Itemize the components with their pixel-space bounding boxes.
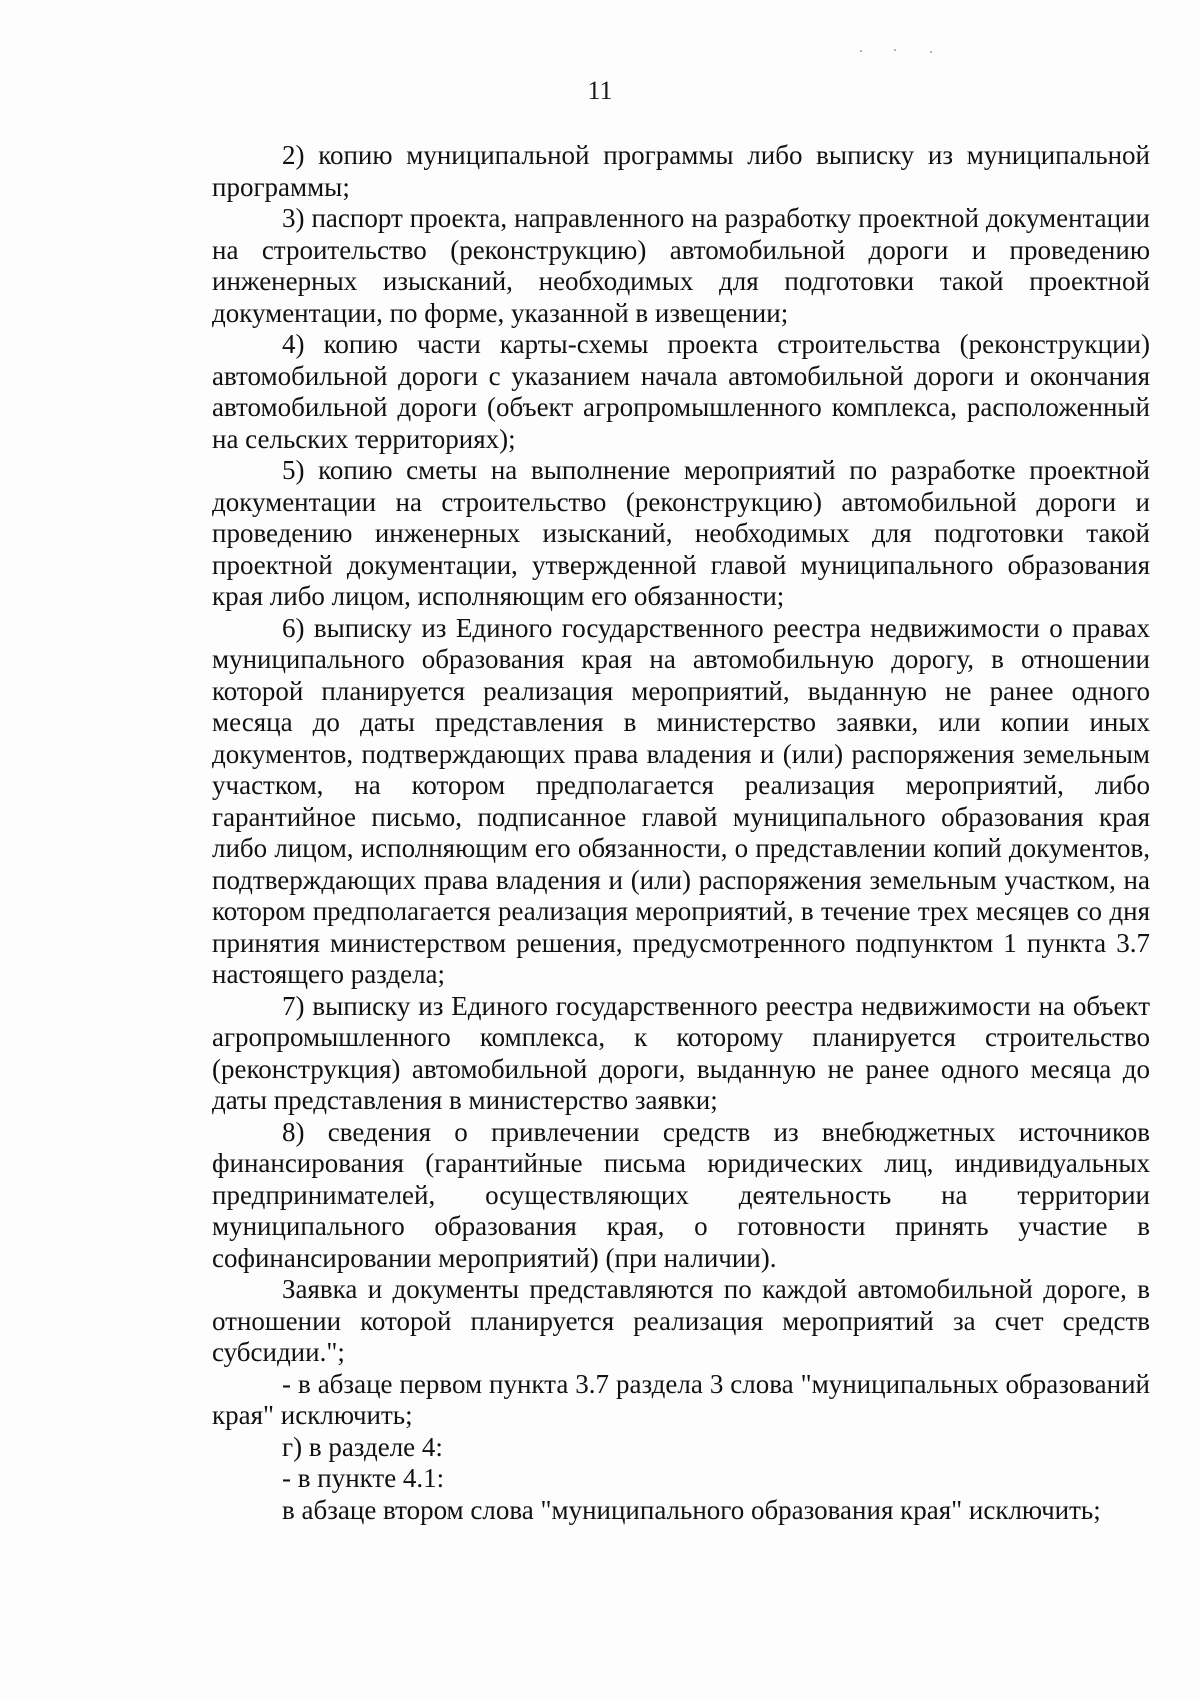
paragraph-item-8: 8) сведения о привлечении средств из внебюджетных источников финансирования (гарантийные письма юридических лиц, индивидуальных предпринимателей, осуществляющих деятельность на территории муниципального образования края, о готовности принять участие в софинансировании мероприятий) (при наличии). [212, 1116, 1150, 1273]
document-body [212, 140, 1150, 1526]
paragraph-application-note: Заявка и документы представляются по каждой автомобильной дороге, в отношении которой планируется реализация мероприятий за счет средств субсидии."; [212, 1274, 1150, 1367]
paragraph-item-2: 2) копию муниципальной программы либо выписку из муниципальной программы; [212, 140, 1150, 202]
paragraph-item-7: 7) выписку из Единого государственного реестра недвижимости на объект агропромышленного комплекса, к которому планируется строительство (реконструкция) автомобильной дороги, выданную не ранее одного месяца до даты представления в министерство заявки; [212, 990, 1150, 1115]
paragraph-item-4: 4) копию части карты-схемы проекта строительства (реконструкции) автомобильной дороги с указанием начала автомобильной дороги и окончания автомобильной дороги (объект агропромышленного комплекса, расположенный на сельских территориях); [212, 329, 1150, 454]
scan-specks [860, 48, 940, 54]
paragraph-amendment-3-7: - в абзаце первом пункта 3.7 раздела 3 слова "муниципальных образований края" исключить; [212, 1368, 1150, 1430]
paragraph-section-4: г) в разделе 4: [282, 1431, 443, 1462]
paragraph-second-abzac: в абзаце втором слова "муниципального образования края" исключить; [282, 1494, 1101, 1525]
paragraph-item-3: 3) паспорт проекта, направленного на разработку проектной документации на строительство (реконструкцию) автомобильной дороги и проведению инженерных изысканий, необходимых для подготовки такой проектной документации, по форме, указанной в извещении; [212, 203, 1150, 328]
paragraph-item-5: 5) копию сметы на выполнение мероприятий по разработке проектной документации на строительство (реконструкцию) автомобильной дороги и проведению инженерных изысканий, необходимых для подготовки такой проектной документации, утвержденной главой муниципального образования края либо лицом, исполняющим его обязанности; [212, 455, 1150, 611]
paragraph-point-4-1: - в пункте 4.1: [282, 1463, 445, 1493]
paragraph-item-6: 6) выписку из Единого государственного реестра недвижимости о правах муниципального образования края на автомобильную дорогу, в отношении которой планируется реализация мероприятий, выданную не ранее одного месяца до даты представления в министерство заявки, или копии иных документов, подтверждающих права владения и (или) распоряжения земельным участком, на котором предполагается реализация мероприятий, либо гарантийное письмо, подписанное главой муниципального образования края либо лицом, исполняющим его обязанности, о представлении копий документов, подтверждающих права владения и (или) распоряжения земельным участком, на котором предполагается реализация мероприятий, в течение трех месяцев со дня принятия министерством решения, предусмотренного подпунктом 1 пункта 3.7 настоящего раздела; [212, 612, 1150, 989]
page-number: 11 [587, 76, 613, 105]
